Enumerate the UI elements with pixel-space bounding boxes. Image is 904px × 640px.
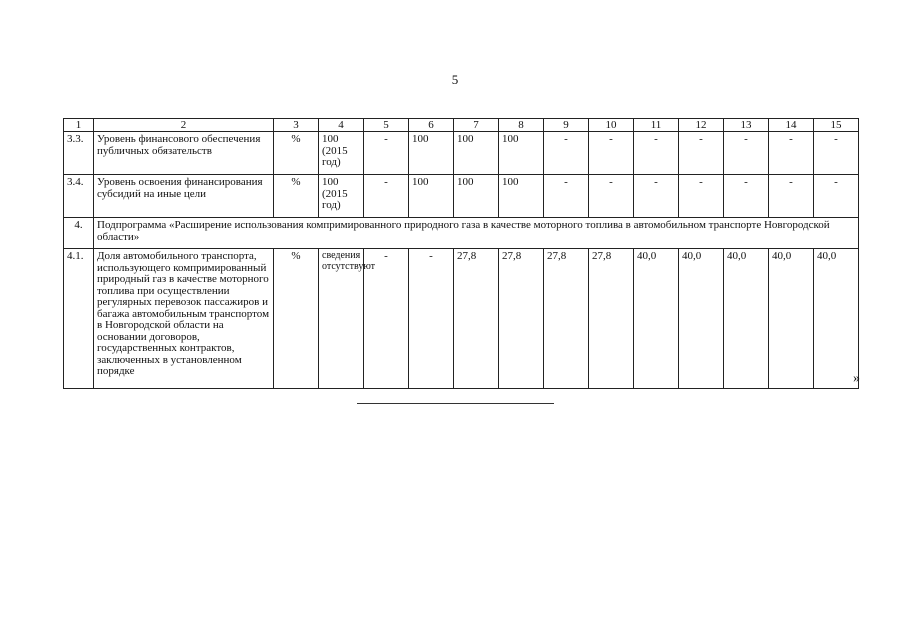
value-cell: -: [364, 175, 409, 218]
header-cell: 8: [499, 119, 544, 132]
header-cell: 13: [724, 119, 769, 132]
value-cell: 40,0: [634, 249, 679, 389]
value-cell: -: [634, 132, 679, 175]
value-cell: 27,8: [589, 249, 634, 389]
value-cell: -: [679, 175, 724, 218]
value-cell: 100: [409, 175, 454, 218]
value-cell: 40,0: [679, 249, 724, 389]
base-value-cell: сведения отсутствуют: [319, 249, 364, 389]
end-rule: [357, 403, 554, 404]
value-cell: -: [364, 249, 409, 389]
value-cell: -: [589, 175, 634, 218]
base-value-cell: 100 (2015 год): [319, 175, 364, 218]
value-cell: 100: [499, 175, 544, 218]
header-cell: 1: [64, 119, 94, 132]
row-number: 4.: [64, 218, 94, 249]
value-cell: -: [544, 132, 589, 175]
base-value-cell: 100 (2015 год): [319, 132, 364, 175]
header-cell: 5: [364, 119, 409, 132]
table-row: [64, 132, 859, 175]
table-header-row: [64, 119, 859, 132]
header-cell: 11: [634, 119, 679, 132]
row-number: 3.3.: [64, 132, 94, 175]
indicator-name: Уровень финансового обеспечения публичных обязательств: [94, 132, 274, 175]
value-cell: -: [724, 132, 769, 175]
header-cell: 6: [409, 119, 454, 132]
value-cell: 27,8: [454, 249, 499, 389]
value-cell: 27,8: [499, 249, 544, 389]
table-row: [64, 249, 859, 389]
header-cell: 7: [454, 119, 499, 132]
indicator-name: Уровень освоения финансирования субсидий на иные цели: [94, 175, 274, 218]
value-cell: 100: [454, 132, 499, 175]
unit-cell: %: [274, 175, 319, 218]
header-cell: 3: [274, 119, 319, 132]
header-cell: 9: [544, 119, 589, 132]
header-cell: 15: [814, 119, 859, 132]
value-cell: -: [589, 132, 634, 175]
page-number: 5: [451, 72, 459, 87]
indicators-table: [63, 118, 859, 389]
unit-cell: %: [274, 249, 319, 389]
value-cell: 40,0: [724, 249, 769, 389]
value-cell: -: [814, 132, 859, 175]
unit-cell: %: [274, 132, 319, 175]
header-cell: 14: [769, 119, 814, 132]
header-cell: 12: [679, 119, 724, 132]
value-cell: -: [364, 132, 409, 175]
table-row: [64, 175, 859, 218]
value-cell: -: [544, 175, 589, 218]
subprogram-title: Подпрограмма «Расширение использования компримированного природного газа в качестве моторного топлива в автомобильном транспорте Новгородской области»: [94, 218, 859, 249]
value-cell: -: [769, 132, 814, 175]
value-cell: 100: [409, 132, 454, 175]
row-number: 3.4.: [64, 175, 94, 218]
value-cell: -: [769, 175, 814, 218]
value-cell: 27,8: [544, 249, 589, 389]
header-cell: 4: [319, 119, 364, 132]
value-cell: 40,0: [814, 249, 859, 389]
subprogram-row: [64, 218, 859, 249]
header-cell: 10: [589, 119, 634, 132]
value-cell: 40,0: [769, 249, 814, 389]
value-cell: -: [679, 132, 724, 175]
value-cell: -: [724, 175, 769, 218]
value-cell: -: [634, 175, 679, 218]
value-cell: -: [409, 249, 454, 389]
indicator-name: Доля автомобильного транспорта, использующего компримированный природный газ в качестве моторного топлива при осуществлении регулярных перевозок пассажиров и багажа автомобильным транспортом в Новгородской области на основании договоров, государственных контрактов, заключенных в установленном порядке: [94, 249, 274, 389]
header-cell: 2: [94, 119, 274, 132]
closing-quote: »: [853, 371, 860, 386]
value-cell: -: [814, 175, 859, 218]
value-cell: 100: [454, 175, 499, 218]
value-cell: 100: [499, 132, 544, 175]
row-number: 4.1.: [64, 249, 94, 389]
